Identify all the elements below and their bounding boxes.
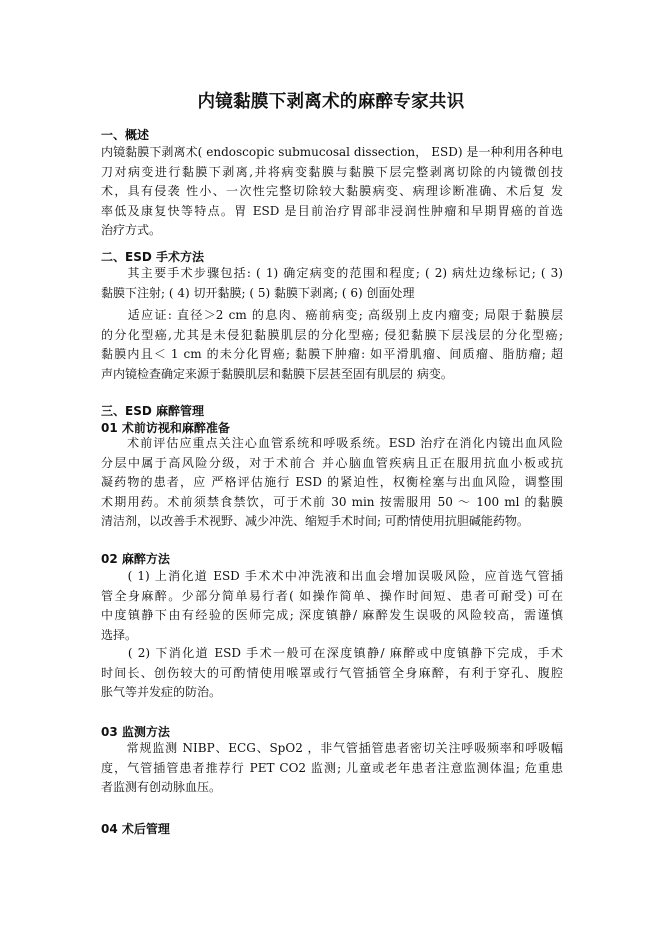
text-line: 治疗方式。 — [101, 223, 162, 237]
text-line: ( 1) 上消化道 ESD 手术术中冲洗液和出血会增加误吸风险，应首选气管插 — [101, 569, 563, 583]
text-line: 术前评估应重点关注心血管系统和呼吸系统。ESD 治疗在消化内镜出血风险 — [101, 436, 563, 450]
text-line: 适应证: 直径＞2 cm 的息肉、癌前病变; 高级别上皮内瘤变; 局限于黏膜层 — [101, 308, 563, 322]
text-line: 度，气管插管患者推荐行 PET CO2 监测; 儿童或老年患者注意监测体温; 危重患 — [101, 760, 563, 775]
document-title: 内镜黏膜下剥离术的麻醉专家共识 — [197, 92, 465, 112]
subsection-method-heading: 02 麻醉方法 — [101, 552, 170, 566]
text-line: 率低及康复快等特点。胃 ESD 是目前治疗胃部非浸润性肿瘤和早期胃癌的首选 — [101, 203, 563, 218]
text-line: 清洁剂，以改善手术视野、减少冲洗、缩短手术时间; 可酌情使用抗胆碱能药物。 — [101, 514, 529, 528]
section-overview-body — [101, 143, 563, 241]
section-anesthesia-heading: 三、ESD 麻醉管理 — [101, 404, 204, 418]
text-line: 选择。 — [101, 627, 138, 642]
section-method-heading: 二、ESD 手术方法 — [101, 250, 204, 264]
text-line: 内镜黏膜下剥离术( endoscopic submucosal dissection， ESD) 是一种利用各种电 — [101, 145, 563, 159]
text-line: 的分化型癌,尤其是未侵犯黏膜肌层的分化型癌; 侵犯黏膜下层浅层的分化型癌; — [101, 327, 563, 342]
text-line: 其主要手术步骤包括: ( 1) 确定病变的范围和程度; ( 2) 病灶边缘标记; ( 3) — [101, 266, 563, 280]
subsection-monitoring-heading: 03 监测方法 — [101, 725, 170, 739]
subsection-method-lower — [101, 644, 563, 703]
text-line: 黏膜内且＜ 1 cm 的未分化胃癌; 黏膜下肿瘤: 如平滑肌瘤、间质瘤、脂肪瘤; 超 — [101, 347, 563, 361]
subsection-preop-body — [101, 434, 563, 532]
text-line: 声内镜检查确定来源于黏膜肌层和黏膜下层甚至固有肌层的 病变。 — [101, 366, 453, 381]
text-line: 分层中属于高风险分级，对于术前合 并心脑血管疾病且正在服用抗血小板或抗 — [101, 455, 563, 470]
subsection-method-upper — [101, 567, 563, 645]
text-line: 者监测有创动脉血压。 — [101, 780, 222, 794]
text-line: 时间长、创伤较大的可酌情使用喉罩或行气管插管全身麻醉，有利于穿孔、腹腔 — [101, 665, 563, 680]
section-overview-heading: 一、概述 — [101, 128, 150, 142]
text-line: 术，具有侵袭 性小、一次性完整切除较大黏膜病变、病理诊断准确、术后复 发 — [101, 184, 563, 198]
section-method-steps — [101, 264, 563, 303]
text-line: 胀气等并发症的防治。 — [101, 685, 222, 699]
section-method-indications — [101, 306, 563, 384]
text-line: 凝药物的患者，应 严格评估施行 ESD 的紧迫性，权衡栓塞与出血风险，调整围 — [101, 475, 563, 489]
text-line: ( 2) 下消化道 ESD 手术一般可在深度镇静/ 麻醉或中度镇静下完成，手术 — [101, 646, 563, 660]
text-line: 中度镇静下由有经验的医师完成; 深度镇静/ 麻醉发生误吸的风险较高，需谨慎 — [101, 608, 563, 622]
text-line: 常规监测 NIBP、ECG、SpO2 ，非气管插管患者密切关注呼吸频率和呼吸幅 — [101, 741, 563, 755]
subsection-monitoring-body — [101, 739, 563, 798]
text-line: 刀对病变进行黏膜下剥离,并将病变黏膜与黏膜下层完整剥离切除的内镜微创技 — [101, 164, 563, 179]
subsection-preop-heading: 01 术前访视和麻醉准备 — [101, 421, 230, 435]
text-line: 术期用药。术前须禁食禁饮，可于术前 30 min 按需服用 50 ～ 100 ml 的黏膜 — [101, 494, 563, 509]
text-line: 管全身麻醉。少部分简单易行者( 如操作简单、操作时间短、患者可耐受) 可在 — [101, 588, 563, 603]
text-line: 黏膜下注射; ( 4) 切开黏膜; ( 5) 黏膜下剥离; ( 6) 创面处理 — [101, 285, 415, 300]
subsection-postop-heading: 04 术后管理 — [101, 822, 170, 836]
